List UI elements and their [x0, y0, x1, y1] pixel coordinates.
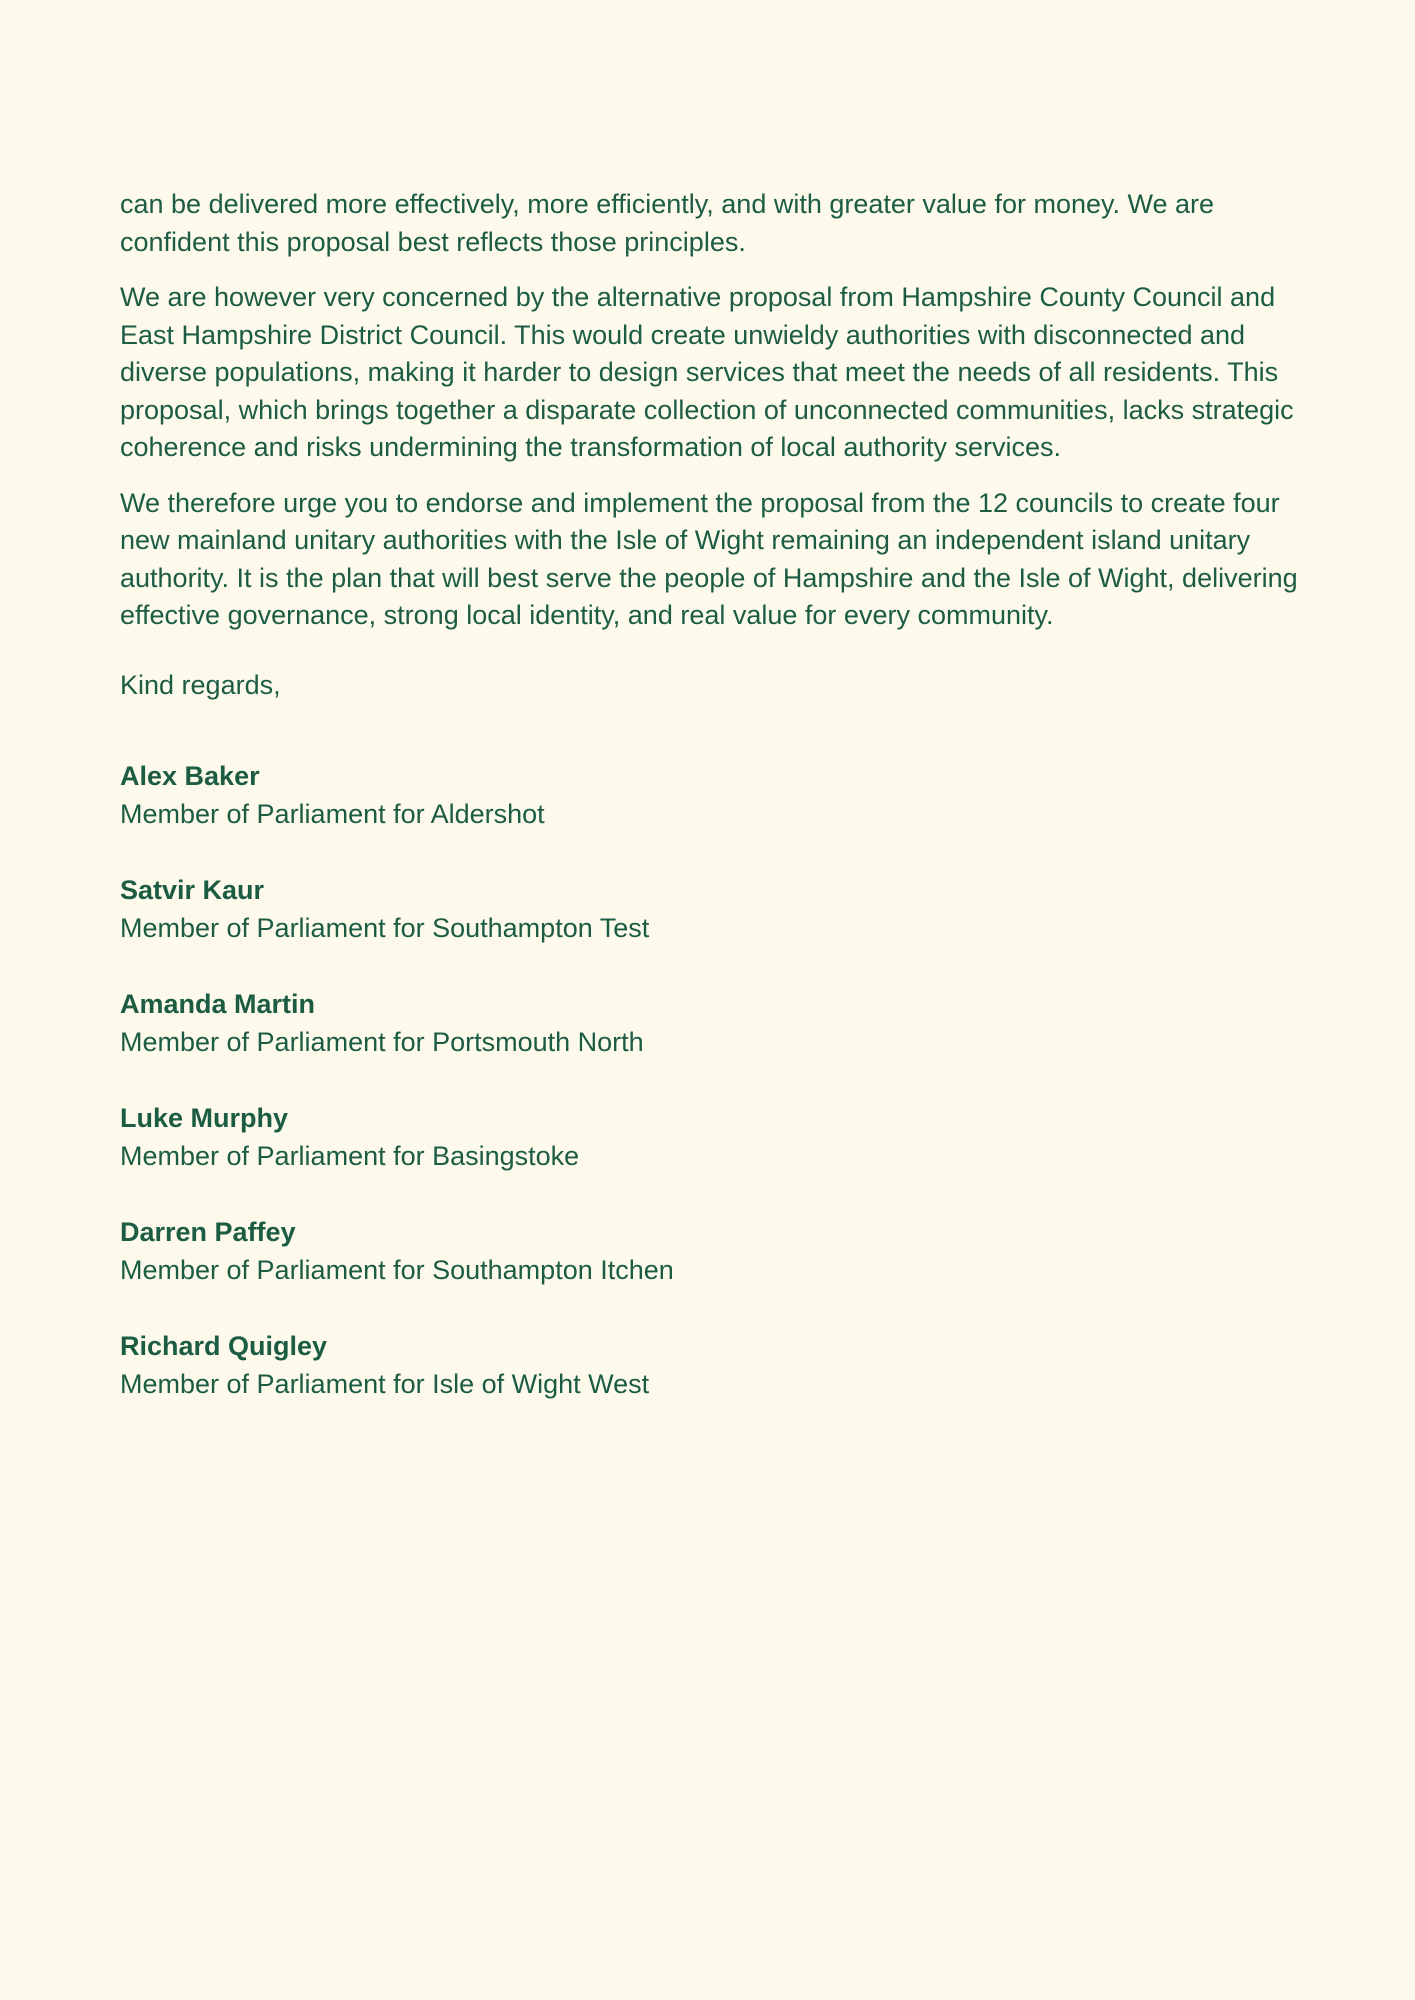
signatory-name: Luke Murphy	[120, 1103, 289, 1133]
signatory-list	[120, 758, 1300, 1403]
signatory	[120, 1100, 1300, 1175]
signatory	[120, 758, 1300, 833]
signatory-role: Member of Parliament for Aldershot	[120, 798, 545, 829]
signatory	[120, 872, 1300, 947]
signatory-role: Member of Parliament for Basingstoke	[120, 1140, 580, 1171]
letter-body	[120, 186, 1300, 635]
signatory-name: Amanda Martin	[120, 989, 316, 1019]
signatory-role: Member of Parliament for Southampton Itchen	[120, 1254, 674, 1285]
signatory-name: Alex Baker	[120, 761, 260, 791]
signatory-role: Member of Parliament for Southampton Test	[120, 912, 650, 943]
paragraph-concerns: We are however very concerned by the alternative proposal from Hampshire County Council and East Hampshire District Council. This would create unwieldy authorities with disconnected and diverse populations, making it harder to design services that meet the needs of all residents. This proposal, which brings together a disparate collection of unconnected communities, lacks strategic coherence and risks undermining the transformation of local authority services.	[120, 282, 1294, 462]
signatory-name: Richard Quigley	[120, 1331, 328, 1361]
paragraph-value-for-money: can be delivered more effectively, more efficiently, and with greater value for money. We are confident this proposal best reflects those principles.	[120, 189, 1215, 257]
signatory-role: Member of Parliament for Portsmouth North	[120, 1026, 644, 1057]
letter-page	[120, 186, 1300, 1442]
signatory	[120, 986, 1300, 1061]
signatory-name: Darren Paffey	[120, 1217, 296, 1247]
signatory-role: Member of Parliament for Isle of Wight West	[120, 1368, 650, 1399]
closing-salutation: Kind regards,	[120, 669, 281, 700]
signatory-name: Satvir Kaur	[120, 875, 265, 905]
paragraph-endorsement-request: We therefore urge you to endorse and implement the proposal from the 12 councils to create four new mainland unitary authorities with the Isle of Wight remaining an independent island unitary authority. It is the plan that will best serve the people of Hampshire and the Isle of Wight, delivering effective governance, strong local identity, and real value for every community.	[120, 487, 1298, 630]
signatory	[120, 1328, 1300, 1403]
signatory	[120, 1214, 1300, 1289]
